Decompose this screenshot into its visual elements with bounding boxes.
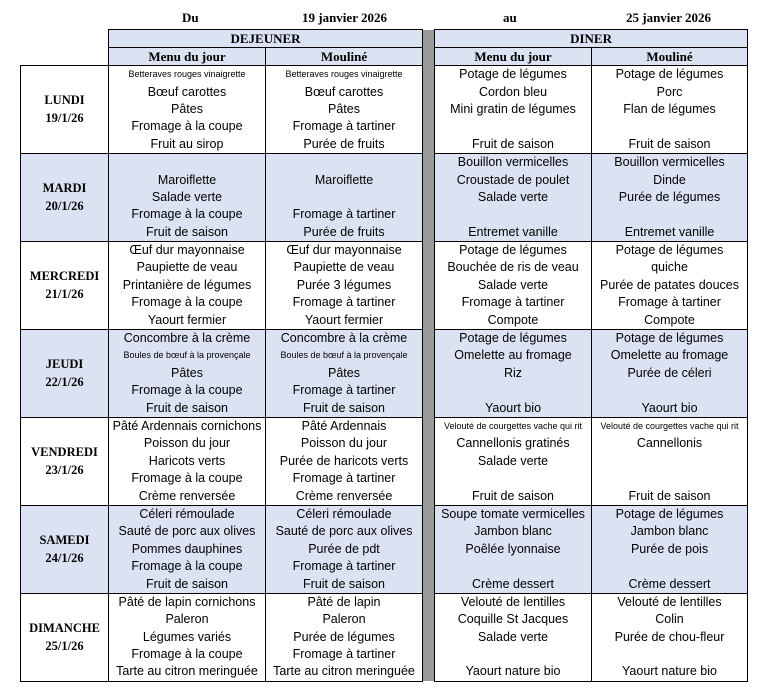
menu-cell-lunch-menu: Pâtes bbox=[109, 101, 266, 118]
menu-row bbox=[21, 153, 748, 171]
menu-row bbox=[21, 365, 748, 382]
menu-cell-dinner-mouline: Compote bbox=[592, 311, 748, 329]
menu-cell-dinner-mouline bbox=[592, 118, 748, 135]
menu-body bbox=[21, 66, 748, 682]
menu-row bbox=[21, 505, 748, 523]
menu-cell-dinner-mouline: Fruit de saison bbox=[592, 487, 748, 505]
day-name: MERCREDI bbox=[29, 269, 100, 284]
menu-row bbox=[21, 399, 748, 417]
menu-cell-dinner-menu: Yaourt nature bio bbox=[435, 663, 592, 681]
menu-cell-lunch-mouline: Purée de pdt bbox=[266, 541, 423, 558]
menu-cell-dinner-mouline: Velouté de courgettes vache qui rit bbox=[592, 417, 748, 435]
menu-cell-dinner-menu: Soupe tomate vermicelles bbox=[435, 505, 592, 523]
column-separator bbox=[423, 629, 435, 646]
menu-row bbox=[21, 294, 748, 311]
menu-row bbox=[21, 435, 748, 452]
menu-cell-dinner-mouline bbox=[592, 558, 748, 575]
menu-cell-lunch-menu: Concombre à la crème bbox=[109, 329, 266, 347]
day-name: MARDI bbox=[42, 181, 87, 196]
column-separator bbox=[423, 611, 435, 628]
end-date: 25 janvier 2026 bbox=[626, 10, 711, 25]
menu-cell-lunch-mouline: Fromage à tartiner bbox=[266, 294, 423, 311]
menu-cell-dinner-menu: Crème dessert bbox=[435, 575, 592, 593]
menu-row bbox=[21, 611, 748, 628]
menu-cell-dinner-menu: Fromage à tartiner bbox=[435, 294, 592, 311]
column-separator bbox=[423, 541, 435, 558]
day-name: SAMEDI bbox=[39, 533, 90, 548]
menu-cell-lunch-mouline: Pâtes bbox=[266, 101, 423, 118]
menu-cell-lunch-menu: Fromage à la coupe bbox=[109, 294, 266, 311]
day-date: 19/1/26 bbox=[45, 111, 84, 126]
menu-cell-dinner-mouline: Purée de légumes bbox=[592, 189, 748, 206]
menu-cell-lunch-menu: Fruit de saison bbox=[109, 399, 266, 417]
menu-cell-dinner-menu: Fruit de saison bbox=[435, 487, 592, 505]
menu-cell-lunch-menu: Pommes dauphines bbox=[109, 541, 266, 558]
menu-cell-dinner-menu: Omelette au fromage bbox=[435, 347, 592, 364]
column-separator bbox=[423, 575, 435, 593]
column-separator bbox=[423, 505, 435, 523]
menu-cell-dinner-mouline: Velouté de lentilles bbox=[592, 593, 748, 611]
menu-cell-dinner-mouline: Purée de pois bbox=[592, 541, 748, 558]
menu-cell-lunch-menu: Pâtes bbox=[109, 365, 266, 382]
menu-cell-lunch-mouline: Fromage à tartiner bbox=[266, 558, 423, 575]
menu-cell-dinner-mouline: Jambon blanc bbox=[592, 523, 748, 540]
menu-cell-lunch-mouline: Bœuf carottes bbox=[266, 83, 423, 100]
menu-cell-dinner-menu: Potage de légumes bbox=[435, 241, 592, 259]
menu-row bbox=[21, 470, 748, 487]
dinner-mouline-column-header: Mouliné bbox=[592, 48, 748, 66]
menu-cell-dinner-mouline: Purée de céleri bbox=[592, 365, 748, 382]
menu-row bbox=[21, 523, 748, 540]
menu-row bbox=[21, 329, 748, 347]
menu-row bbox=[21, 171, 748, 188]
menu-cell-dinner-menu: Coquille St Jacques bbox=[435, 611, 592, 628]
menu-row bbox=[21, 629, 748, 646]
menu-cell-lunch-mouline: Pâtes bbox=[266, 365, 423, 382]
menu-cell-dinner-mouline bbox=[592, 646, 748, 663]
dinner-menu-column-header: Menu du jour bbox=[435, 48, 592, 66]
column-separator bbox=[423, 417, 435, 435]
column-separator bbox=[423, 311, 435, 329]
menu-cell-lunch-mouline: Fromage à tartiner bbox=[266, 470, 423, 487]
menu-cell-dinner-menu: Compote bbox=[435, 311, 592, 329]
menu-row bbox=[21, 259, 748, 276]
column-separator bbox=[423, 558, 435, 575]
menu-cell-lunch-menu: Fromage à la coupe bbox=[109, 118, 266, 135]
menu-cell-dinner-mouline: Entremet vanille bbox=[592, 224, 748, 242]
menu-cell-lunch-mouline: Pâté de lapin bbox=[266, 593, 423, 611]
menu-cell-dinner-menu: Jambon blanc bbox=[435, 523, 592, 540]
menu-cell-lunch-menu: Pâté de lapin cornichons bbox=[109, 593, 266, 611]
menu-cell-lunch-menu: Fromage à la coupe bbox=[109, 382, 266, 399]
menu-cell-dinner-menu: Potage de légumes bbox=[435, 329, 592, 347]
menu-cell-dinner-mouline: Potage de légumes bbox=[592, 329, 748, 347]
menu-cell-lunch-menu: Fromage à la coupe bbox=[109, 470, 266, 487]
menu-cell-dinner-mouline: Fruit de saison bbox=[592, 136, 748, 154]
menu-cell-dinner-menu bbox=[435, 118, 592, 135]
menu-cell-lunch-mouline: Concombre à la crème bbox=[266, 329, 423, 347]
menu-row bbox=[21, 558, 748, 575]
menu-row bbox=[21, 241, 748, 259]
menu-row bbox=[21, 593, 748, 611]
menu-cell-lunch-menu: Betteraves rouges vinaigrette bbox=[109, 66, 266, 84]
menu-cell-lunch-mouline: Paupiette de veau bbox=[266, 259, 423, 276]
menu-cell-lunch-menu: Fruit au sirop bbox=[109, 136, 266, 154]
menu-cell-dinner-menu bbox=[435, 646, 592, 663]
column-separator bbox=[423, 382, 435, 399]
column-separator bbox=[423, 171, 435, 188]
column-separator bbox=[423, 399, 435, 417]
column-separator bbox=[423, 470, 435, 487]
menu-row bbox=[21, 224, 748, 242]
menu-cell-lunch-menu: Bœuf carottes bbox=[109, 83, 266, 100]
du-label: Du bbox=[182, 10, 199, 25]
column-separator bbox=[423, 453, 435, 470]
menu-cell-dinner-menu: Bouchée de ris de veau bbox=[435, 259, 592, 276]
column-separator bbox=[423, 153, 435, 171]
menu-cell-dinner-mouline: Fromage à tartiner bbox=[592, 294, 748, 311]
column-separator bbox=[423, 136, 435, 154]
menu-cell-dinner-mouline: Flan de légumes bbox=[592, 101, 748, 118]
column-separator bbox=[423, 83, 435, 100]
menu-cell-lunch-menu: Yaourt fermier bbox=[109, 311, 266, 329]
menu-cell-lunch-mouline: Purée de haricots verts bbox=[266, 453, 423, 470]
day-name: VENDREDI bbox=[31, 445, 98, 460]
menu-cell-dinner-menu: Mini gratin de légumes bbox=[435, 101, 592, 118]
menu-cell-dinner-mouline bbox=[592, 382, 748, 399]
menu-row bbox=[21, 382, 748, 399]
column-separator bbox=[423, 101, 435, 118]
column-separator bbox=[423, 118, 435, 135]
menu-cell-dinner-mouline: Omelette au fromage bbox=[592, 347, 748, 364]
column-separator bbox=[423, 365, 435, 382]
menu-cell-lunch-menu: Fromage à la coupe bbox=[109, 206, 266, 223]
menu-row bbox=[21, 83, 748, 100]
menu-cell-lunch-mouline: Purée de légumes bbox=[266, 629, 423, 646]
day-label bbox=[21, 417, 109, 505]
menu-cell-lunch-menu: Boules de bœuf à la provençale bbox=[109, 347, 266, 364]
day-name: JEUDI bbox=[45, 357, 84, 372]
menu-cell-dinner-mouline: Potage de légumes bbox=[592, 241, 748, 259]
menu-row bbox=[21, 189, 748, 206]
day-date: 22/1/26 bbox=[45, 375, 84, 390]
day-date: 25/1/26 bbox=[45, 639, 84, 654]
menu-cell-lunch-mouline: Œuf dur mayonnaise bbox=[266, 241, 423, 259]
column-separator bbox=[423, 224, 435, 242]
menu-cell-lunch-menu: Fruit de saison bbox=[109, 575, 266, 593]
menu-row bbox=[21, 136, 748, 154]
menu-cell-lunch-menu: Tarte au citron meringuée bbox=[109, 663, 266, 681]
menu-row bbox=[21, 101, 748, 118]
menu-cell-dinner-mouline bbox=[592, 470, 748, 487]
menu-row bbox=[21, 277, 748, 294]
menu-cell-dinner-mouline: Yaourt bio bbox=[592, 399, 748, 417]
menu-row bbox=[21, 118, 748, 135]
menu-cell-dinner-menu bbox=[435, 470, 592, 487]
menu-cell-dinner-mouline: Porc bbox=[592, 83, 748, 100]
menu-cell-dinner-menu: Salade verte bbox=[435, 453, 592, 470]
menu-cell-lunch-menu: Pâté Ardennais cornichons bbox=[109, 417, 266, 435]
menu-cell-dinner-menu bbox=[435, 206, 592, 223]
column-separator bbox=[423, 487, 435, 505]
column-separator bbox=[423, 646, 435, 663]
menu-cell-lunch-menu: Légumes variés bbox=[109, 629, 266, 646]
menu-cell-lunch-menu: Fromage à la coupe bbox=[109, 646, 266, 663]
menu-cell-lunch-mouline: Céleri rémoulade bbox=[266, 505, 423, 523]
menu-cell-lunch-mouline: Boules de bœuf à la provençale bbox=[266, 347, 423, 364]
menu-cell-dinner-mouline: quiche bbox=[592, 259, 748, 276]
menu-cell-lunch-mouline: Crème renversée bbox=[266, 487, 423, 505]
day-label bbox=[21, 329, 109, 417]
lunch-section-header: DEJEUNER bbox=[109, 30, 423, 48]
menu-cell-dinner-menu bbox=[435, 558, 592, 575]
menu-row bbox=[21, 311, 748, 329]
menu-cell-dinner-menu: Entremet vanille bbox=[435, 224, 592, 242]
menu-cell-lunch-menu: Printanière de légumes bbox=[109, 277, 266, 294]
menu-cell-dinner-mouline: Purée de chou-fleur bbox=[592, 629, 748, 646]
menu-cell-lunch-mouline: Fruit de saison bbox=[266, 575, 423, 593]
menu-cell-lunch-menu: Fromage à la coupe bbox=[109, 558, 266, 575]
menu-cell-dinner-menu: Riz bbox=[435, 365, 592, 382]
day-date: 24/1/26 bbox=[45, 551, 84, 566]
menu-cell-lunch-mouline: Fruit de saison bbox=[266, 399, 423, 417]
menu-cell-lunch-mouline bbox=[266, 153, 423, 171]
column-separator bbox=[423, 277, 435, 294]
menu-cell-dinner-mouline: Cannellonis bbox=[592, 435, 748, 452]
menu-cell-lunch-menu: Fruit de saison bbox=[109, 224, 266, 242]
au-label: au bbox=[503, 10, 517, 25]
menu-cell-lunch-mouline: Fromage à tartiner bbox=[266, 206, 423, 223]
menu-cell-lunch-mouline bbox=[266, 189, 423, 206]
menu-row bbox=[21, 541, 748, 558]
menu-cell-lunch-mouline: Purée de fruits bbox=[266, 136, 423, 154]
menu-row bbox=[21, 487, 748, 505]
menu-cell-dinner-menu: Yaourt bio bbox=[435, 399, 592, 417]
menu-cell-dinner-mouline bbox=[592, 453, 748, 470]
menu-cell-lunch-mouline: Poisson du jour bbox=[266, 435, 423, 452]
menu-cell-lunch-mouline: Fromage à tartiner bbox=[266, 118, 423, 135]
weekly-menu-table bbox=[20, 29, 748, 682]
menu-cell-dinner-mouline: Potage de légumes bbox=[592, 505, 748, 523]
menu-cell-lunch-mouline: Purée 3 légumes bbox=[266, 277, 423, 294]
menu-cell-lunch-mouline: Fromage à tartiner bbox=[266, 382, 423, 399]
column-separator bbox=[423, 241, 435, 259]
menu-row bbox=[21, 453, 748, 470]
lunch-menu-column-header: Menu du jour bbox=[109, 48, 266, 66]
column-separator bbox=[423, 259, 435, 276]
day-name: LUNDI bbox=[44, 93, 85, 108]
column-separator bbox=[423, 294, 435, 311]
column-separator bbox=[423, 435, 435, 452]
menu-cell-lunch-menu: Œuf dur mayonnaise bbox=[109, 241, 266, 259]
menu-cell-dinner-menu bbox=[435, 382, 592, 399]
day-date: 23/1/26 bbox=[45, 463, 84, 478]
menu-cell-lunch-menu: Céleri rémoulade bbox=[109, 505, 266, 523]
menu-cell-lunch-mouline: Tarte au citron meringuée bbox=[266, 663, 423, 681]
menu-cell-dinner-mouline: Bouillon vermicelles bbox=[592, 153, 748, 171]
menu-cell-dinner-menu: Croustade de poulet bbox=[435, 171, 592, 188]
menu-row bbox=[21, 206, 748, 223]
menu-cell-dinner-mouline bbox=[592, 206, 748, 223]
menu-cell-dinner-mouline: Purée de patates douces bbox=[592, 277, 748, 294]
menu-cell-lunch-menu: Paupiette de veau bbox=[109, 259, 266, 276]
day-date: 21/1/26 bbox=[45, 287, 84, 302]
menu-cell-lunch-menu: Sauté de porc aux olives bbox=[109, 523, 266, 540]
menu-cell-lunch-mouline: Pâté Ardennais bbox=[266, 417, 423, 435]
day-label bbox=[21, 241, 109, 329]
menu-row bbox=[21, 417, 748, 435]
column-separator bbox=[423, 523, 435, 540]
day-label bbox=[21, 593, 109, 681]
menu-cell-dinner-mouline: Dinde bbox=[592, 171, 748, 188]
menu-cell-lunch-mouline: Paleron bbox=[266, 611, 423, 628]
menu-cell-dinner-menu: Potage de légumes bbox=[435, 66, 592, 84]
day-label bbox=[21, 66, 109, 154]
column-separator bbox=[423, 663, 435, 681]
menu-cell-dinner-mouline: Potage de légumes bbox=[592, 66, 748, 84]
menu-cell-dinner-menu: Salade verte bbox=[435, 629, 592, 646]
menu-cell-dinner-menu: Bouillon vermicelles bbox=[435, 153, 592, 171]
column-separator bbox=[423, 206, 435, 223]
day-date: 20/1/26 bbox=[45, 199, 84, 214]
menu-cell-lunch-mouline: Sauté de porc aux olives bbox=[266, 523, 423, 540]
menu-cell-dinner-menu: Cordon bleu bbox=[435, 83, 592, 100]
menu-cell-lunch-menu: Haricots verts bbox=[109, 453, 266, 470]
menu-cell-dinner-menu: Fruit de saison bbox=[435, 136, 592, 154]
menu-cell-lunch-menu: Paleron bbox=[109, 611, 266, 628]
column-separator bbox=[423, 189, 435, 206]
menu-cell-lunch-mouline: Purée de fruits bbox=[266, 224, 423, 242]
day-label bbox=[21, 153, 109, 241]
lunch-mouline-column-header: Mouliné bbox=[266, 48, 423, 66]
menu-cell-dinner-menu: Velouté de lentilles bbox=[435, 593, 592, 611]
menu-row bbox=[21, 663, 748, 681]
menu-cell-lunch-mouline: Yaourt fermier bbox=[266, 311, 423, 329]
menu-cell-dinner-menu: Cannellonis gratinés bbox=[435, 435, 592, 452]
start-date: 19 janvier 2026 bbox=[302, 10, 387, 25]
menu-cell-lunch-mouline: Maroiflette bbox=[266, 171, 423, 188]
day-name: DIMANCHE bbox=[29, 621, 100, 636]
menu-cell-dinner-mouline: Crème dessert bbox=[592, 575, 748, 593]
menu-cell-lunch-menu: Maroiflette bbox=[109, 171, 266, 188]
menu-row bbox=[21, 646, 748, 663]
menu-cell-lunch-menu: Crème renversée bbox=[109, 487, 266, 505]
column-separator bbox=[423, 593, 435, 611]
menu-cell-dinner-menu: Poêlée lyonnaise bbox=[435, 541, 592, 558]
menu-cell-lunch-menu: Salade verte bbox=[109, 189, 266, 206]
column-separator bbox=[423, 329, 435, 347]
menu-cell-lunch-menu bbox=[109, 153, 266, 171]
column-separator bbox=[423, 347, 435, 364]
menu-row bbox=[21, 347, 748, 364]
menu-row bbox=[21, 575, 748, 593]
menu-cell-dinner-menu: Salade verte bbox=[435, 189, 592, 206]
menu-cell-lunch-mouline: Fromage à tartiner bbox=[266, 646, 423, 663]
menu-cell-dinner-mouline: Colin bbox=[592, 611, 748, 628]
column-separator bbox=[423, 66, 435, 84]
dinner-section-header: DINER bbox=[435, 30, 748, 48]
menu-row bbox=[21, 66, 748, 84]
menu-cell-dinner-menu: Salade verte bbox=[435, 277, 592, 294]
day-label bbox=[21, 505, 109, 593]
menu-cell-lunch-mouline: Betteraves rouges vinaigrette bbox=[266, 66, 423, 84]
menu-cell-dinner-mouline: Yaourt nature bio bbox=[592, 663, 748, 681]
menu-cell-lunch-menu: Poisson du jour bbox=[109, 435, 266, 452]
menu-cell-dinner-menu: Velouté de courgettes vache qui rit bbox=[435, 417, 592, 435]
